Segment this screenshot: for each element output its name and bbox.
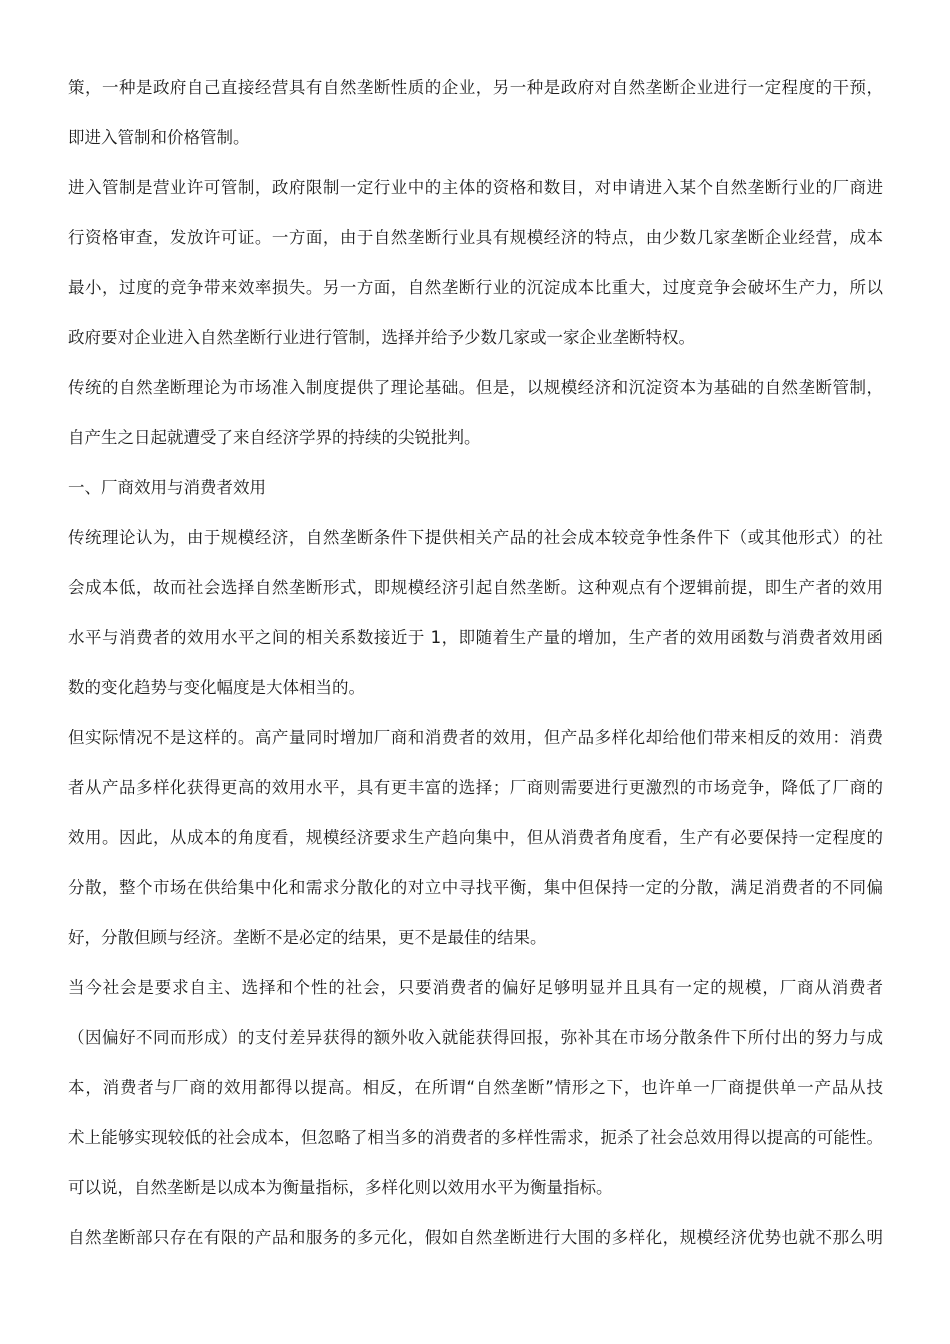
text-line: 行资格审查，发放许可证。一方面，由于自然垄断行业具有规模经济的特点，由少数几家垄断企业经营，成本: [68, 228, 883, 247]
text-line: 即进入管制和价格管制。: [68, 128, 250, 147]
text-line: 传统的自然垄断理论为市场准入制度提供了理论基础。但是，以规模经济和沉淀资本为基础的自然垄断管制，: [68, 378, 883, 397]
text-line: 会成本低，故而社会选择自然垄断形式，即规模经济引起自然垄断。这种观点有个逻辑前提，即生产者的效用: [68, 578, 883, 597]
text-line: 政府要对企业进入自然垄断行业进行管制，选择并给予少数几家或一家企业垄断特权。: [68, 328, 695, 347]
text-line: 分散，整个市场在供给集中化和需求分散化的对立中寻找平衡，集中但保持一定的分散，满足消费者的不同偏: [68, 878, 883, 897]
text-line: 进入管制是营业许可管制，政府限制一定行业中的主体的资格和数目，对申请进入某个自然垄断行业的厂商进: [68, 178, 883, 197]
text-line: 效用。因此，从成本的角度看，规模经济要求生产趋向集中，但从消费者角度看，生产有必要保持一定程度的: [68, 828, 883, 847]
text-line: （因偏好不同而形成）的支付差异获得的额外收入就能获得回报，弥补其在市场分散条件下所付出的努力与成: [68, 1028, 883, 1047]
text-line: 自产生之日起就遭受了来自经济学界的持续的尖锐批判。: [68, 428, 481, 447]
text-line: 最小，过度的竞争带来效率损失。另一方面，自然垄断行业的沉淀成本比重大，过度竞争会破坏生产力，所以: [68, 278, 883, 297]
text-line: 本，消费者与厂商的效用都得以提高。相反，在所谓“自然垄断”情形之下，也许单一厂商提供单一产品从技: [68, 1078, 883, 1097]
section-heading: 一、厂商效用与消费者效用: [68, 478, 266, 497]
text-line: 者从产品多样化获得更高的效用水平，具有更丰富的选择；厂商则需要进行更激烈的市场竞争，降低了厂商的: [68, 778, 883, 797]
text-line: 术上能够实现较低的社会成本，但忽略了相当多的消费者的多样性需求，扼杀了社会总效用得以提高的可能性。: [68, 1128, 883, 1147]
text-line: 当今社会是要求自主、选择和个性的社会，只要消费者的偏好足够明显并且具有一定的规模，厂商从消费者: [68, 978, 883, 997]
text-line: 但实际情况不是这样的。高产量同时增加厂商和消费者的效用，但产品多样化却给他们带来相反的效用：消费: [68, 728, 883, 747]
text-line: 好，分散但顾与经济。垄断不是必定的结果，更不是最佳的结果。: [68, 928, 547, 947]
text-line: 策，一种是政府自己直接经营具有自然垄断性质的企业，另一种是政府对自然垄断企业进行一定程度的干预，: [68, 78, 883, 97]
text-line: 可以说，自然垄断是以成本为衡量指标，多样化则以效用水平为衡量指标。: [68, 1178, 613, 1197]
text-line: 水平与消费者的效用水平之间的相关系数接近于 1，即随着生产量的增加，生产者的效用函数与消费者效用函: [68, 628, 883, 647]
text-line: 传统理论认为，由于规模经济，自然垄断条件下提供相关产品的社会成本较竞争性条件下（或其他形式）的社: [68, 528, 883, 547]
text-line: 数的变化趋势与变化幅度是大体相当的。: [68, 678, 365, 697]
text-line: 自然垄断部只存在有限的产品和服务的多元化，假如自然垄断进行大围的多样化，规模经济优势也就不那么明: [68, 1228, 883, 1247]
